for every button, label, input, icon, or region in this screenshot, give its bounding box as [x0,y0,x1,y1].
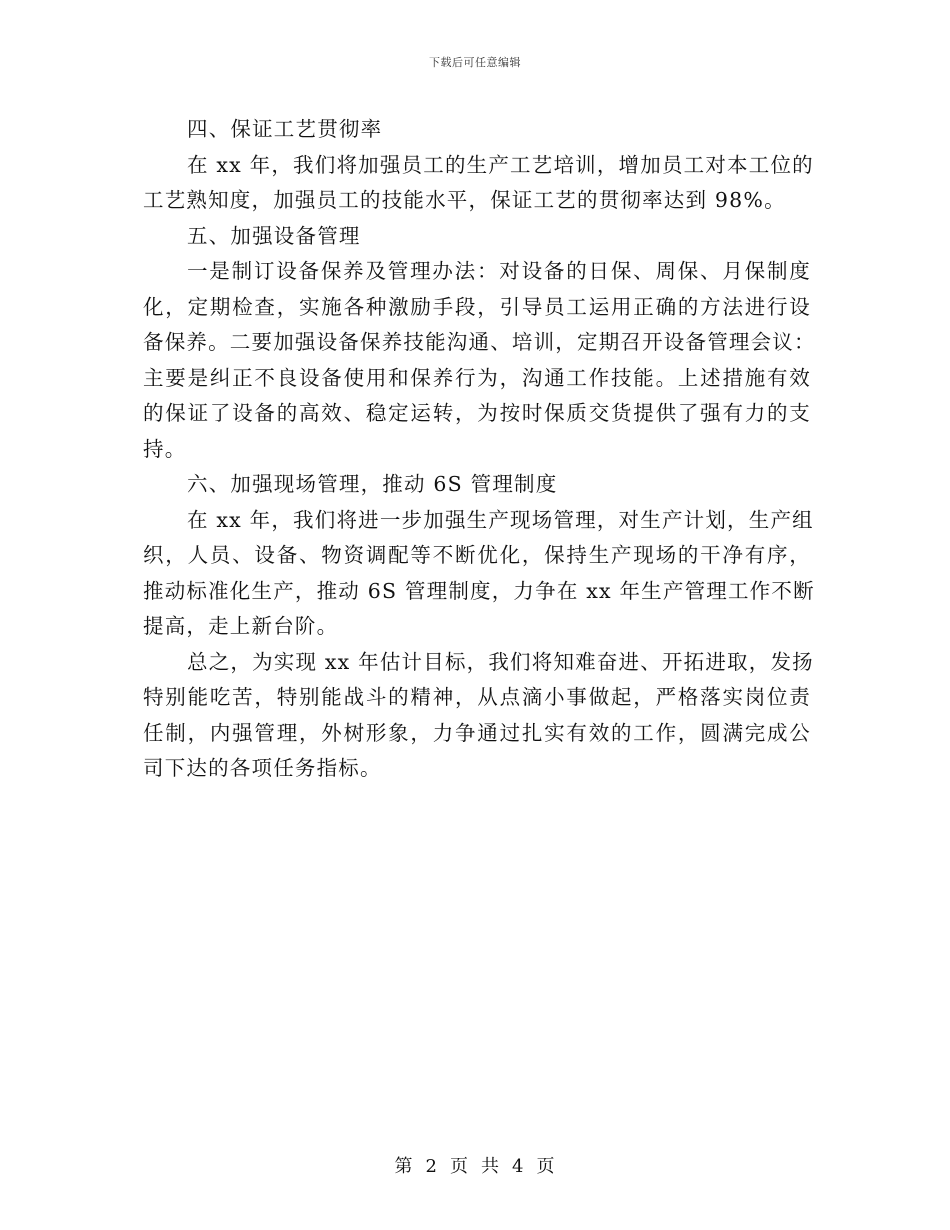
page-footer [0,1152,950,1178]
text-line: 提高，走上新台阶。 [143,614,339,638]
text-line: 推动标准化生产，推动 6S 管理制度，力争在 xx 年生产管理工作不断 [143,578,815,603]
footer-total-pages: 4 [512,1156,525,1177]
text-line: 四、保证工艺贯彻率 [187,117,383,141]
text-line: 司下达的各项任务指标。 [143,756,382,780]
text-line: 织，人员、设备、物资调配等不断优化，保持生产现场的干净有序， [143,543,811,567]
footer-current-page: 2 [425,1156,438,1177]
footer-page-word: 页 [450,1156,469,1177]
text-line: 化，定期检查，实施各种激励手段，引导员工运用正确的方法进行设 [143,294,811,319]
text-line: 的保证了设备的高效、稳定运转，为按时保质交货提供了强有力的支 [143,401,811,425]
text-line: 在 xx 年，我们将进一步加强生产现场管理，对生产计划，生产组 [187,507,814,532]
text-line: 任制，内强管理，外树形象，力争通过扎实有效的工作，圆满完成公 [143,720,811,745]
text-line: 五、加强设备管理 [187,223,361,248]
text-line: 工艺熟知度，加强员工的技能水平，保证工艺的贯彻率达到 98%。 [143,188,786,212]
footer-total-word: 共 [481,1156,500,1177]
text-line: 主要是纠正不良设备使用和保养行为，沟通工作技能。上述措施有效 [143,365,811,390]
footer-prefix: 第 [394,1156,414,1177]
header-note: 下载后可任意编辑 [429,56,521,69]
text-line: 特别能吃苦，特别能战斗的精神，从点滴小事做起，严格落实岗位责 [143,685,811,709]
text-line: 备保养。二要加强设备保养技能沟通、培训，定期召开设备管理会议： [143,330,816,354]
text-line: 六、加强现场管理，推动 6S 管理制度 [187,472,558,496]
document-body [143,112,816,787]
text-line: 一是制订设备保养及管理办法：对设备的日保、周保、月保制度 [187,259,811,283]
text-line: 持。 [143,436,187,461]
text-line: 总之，为实现 xx 年估计目标，我们将知难奋进、开拓进取，发扬 [187,649,814,674]
text-line: 在 xx 年，我们将加强员工的生产工艺培训，增加员工对本工位的 [187,152,814,177]
footer-suffix: 页 [536,1156,556,1177]
